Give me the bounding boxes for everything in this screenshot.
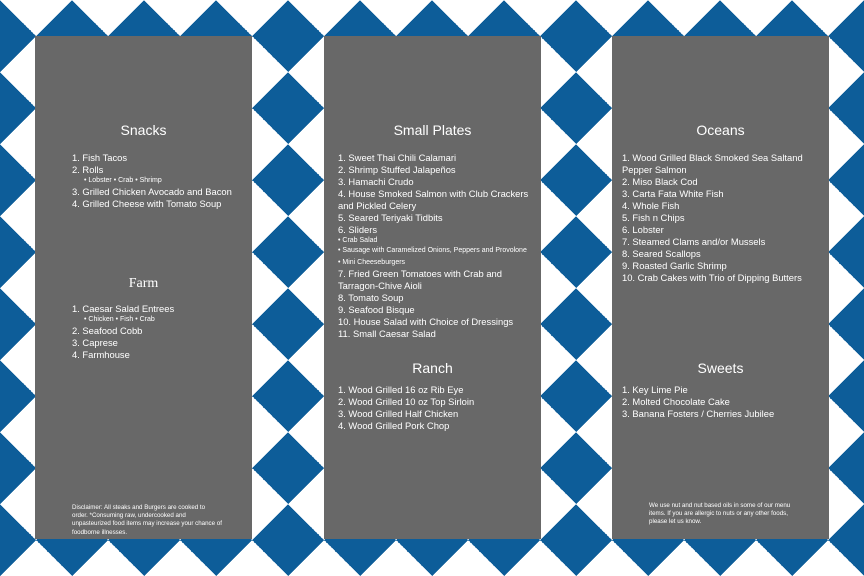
list-item: 1. Wood Grilled 16 oz Rib Eye	[338, 384, 464, 395]
small-plates-title: Small Plates	[393, 122, 472, 138]
list-item: 3. Banana Fosters / Cherries Jubilee	[622, 408, 775, 419]
snacks-list	[72, 152, 242, 210]
snacks-title: Snacks	[120, 122, 167, 138]
allergy-notice: We use nut and nut based oils in some of our menu items. If you are allergic to nuts or any other foods, please let us know.	[649, 502, 791, 526]
list-item: 2. Shrimp Stuffed Jalapeños	[338, 164, 456, 175]
farm-title: Farm	[128, 276, 159, 291]
list-item: 3. Wood Grilled Half Chicken	[338, 408, 459, 419]
list-item: 7. Steamed Clams and/or Mussels	[622, 236, 766, 247]
list-item: 2. Wood Grilled 10 oz Top Sirloin	[338, 396, 475, 407]
list-item: 4. House Smoked Salmon with Club Crackers and Pickled Celery	[338, 188, 529, 211]
list-subitem: • Sausage with Caramelized Onions, Peppers and Provolone	[338, 247, 527, 254]
list-item: 4. Grilled Cheese with Tomato Soup	[72, 198, 222, 209]
list-item: 8. Seared Scallops	[622, 248, 701, 259]
list-item: 1. Key Lime Pie	[622, 384, 688, 395]
list-item: 10. Crab Cakes with Trio of Dipping Butters	[622, 272, 802, 283]
oceans-title: Oceans	[696, 122, 745, 138]
list-item: 1. Caesar Salad Entrees	[72, 303, 175, 314]
list-item: 3. Carta Fata White Fish	[622, 188, 724, 199]
list-subitem: • Chicken • Fish • Crab	[84, 316, 155, 323]
list-item: 10. House Salad with Choice of Dressings	[338, 316, 514, 327]
menu-panel-center	[324, 36, 541, 539]
list-item: 4. Wood Grilled Pork Chop	[338, 420, 450, 431]
list-item: 8. Tomato Soup	[338, 292, 404, 303]
list-item: 11. Small Caesar Salad	[338, 328, 436, 339]
list-item: 6. Lobster	[622, 224, 664, 235]
list-item: 2. Molted Chocolate Cake	[622, 396, 730, 407]
list-item: 9. Roasted Garlic Shrimp	[622, 260, 727, 271]
ranch-title: Ranch	[412, 360, 453, 376]
list-item: 2. Miso Black Cod	[622, 176, 698, 187]
list-item: 4. Whole Fish	[622, 200, 680, 211]
list-item: 6. Sliders	[338, 224, 378, 235]
list-item: 1. Sweet Thai Chili Calamari	[338, 152, 457, 163]
sweets-list	[622, 384, 825, 420]
list-subitem: • Lobster • Crab • Shrimp	[84, 177, 162, 184]
list-item: 4. Farmhouse	[72, 349, 130, 360]
menu-panel-right	[612, 36, 829, 539]
list-item: 3. Hamachi Crudo	[338, 176, 414, 187]
list-item: 1. Wood Grilled Black Smoked Sea Saltand Pepper Salmon	[622, 152, 803, 175]
list-item: 5. Fish n Chips	[622, 212, 685, 223]
ranch-list	[338, 384, 537, 432]
oceans-list	[622, 152, 825, 284]
small-plates-list	[338, 152, 537, 340]
list-item: 2. Seafood Cobb	[72, 325, 143, 336]
list-item: 3. Grilled Chicken Avocado and Bacon	[72, 186, 232, 197]
disclaimer-text: Disclaimer: All steaks and Burgers are cooked to order. *Consuming raw, undercooked and unpasteurized food items may increase your chance of foodborne illnesses.	[72, 504, 222, 536]
list-item: 9. Seafood Bisque	[338, 304, 415, 315]
list-item: 3. Caprese	[72, 337, 118, 348]
farm-list	[72, 303, 242, 361]
sweets-title: Sweets	[697, 360, 744, 376]
list-item: 2. Rolls	[72, 164, 104, 175]
list-item: 1. Fish Tacos	[72, 152, 128, 163]
list-subitem: • Mini Cheeseburgers	[338, 259, 406, 266]
menu-panel-left	[35, 36, 252, 539]
list-subitem: • Crab Salad	[338, 237, 378, 244]
list-item: 7. Fried Green Tomatoes with Crab and Tarragon-Chive Aioli	[338, 268, 502, 291]
list-item: 5. Seared Teriyaki Tidbits	[338, 212, 443, 223]
